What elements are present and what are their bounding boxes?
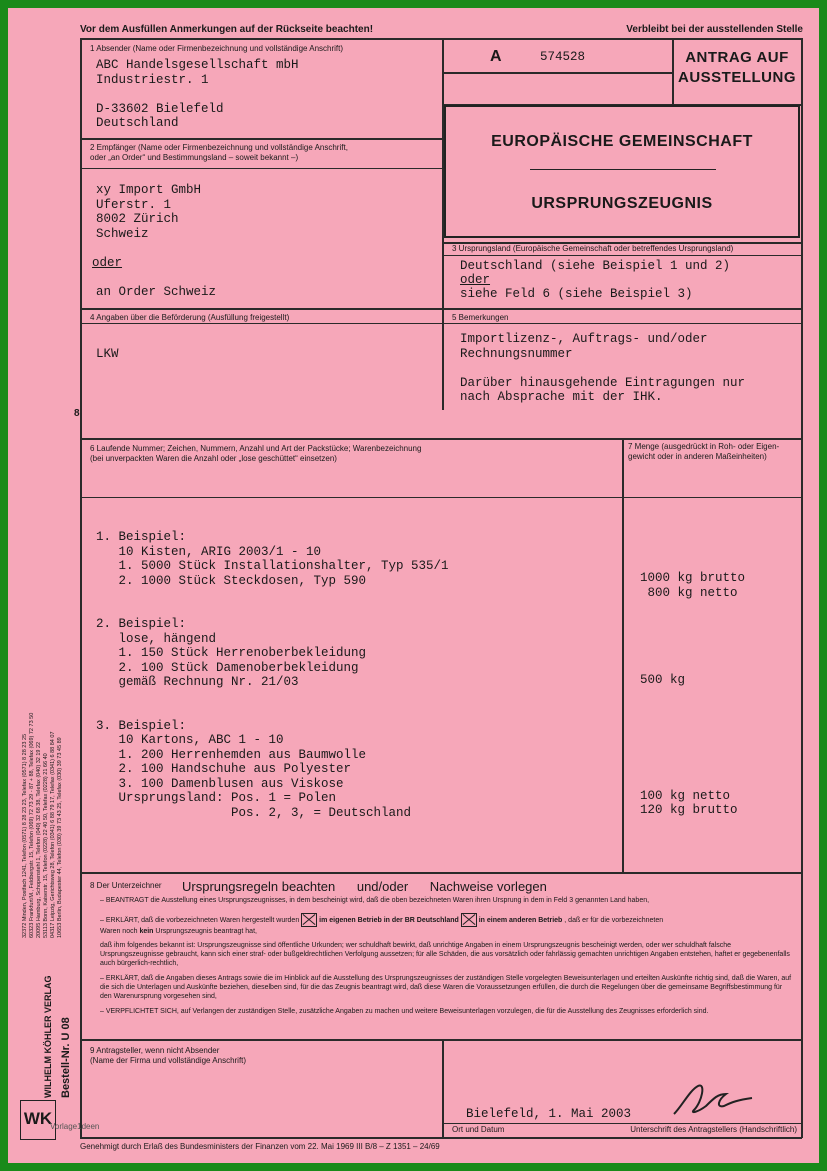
field6-label: 6 Laufende Nummer; Zeichen, Nummern, Anzahl und Art der Packstücke; Warenbezeichnung (bei unverpackten Waren die Anzahl oder „lose geschüttet“ einsetzen) [90,444,422,463]
field1-content[interactable]: ABC Handelsgesellschaft mbH Industriestr. 1 D-33602 Bielefeld Deutschland [96,58,299,130]
anderer-betrieb-checkbox[interactable] [461,913,477,927]
erklaert-line2 [100,927,794,936]
bekannt-text: daß ihm folgendes bekannt ist: Ursprungszeugnisse sind öffentliche Urkunden; wer schuldhaft bewirkt, daß unrichtige Angaben in einem Ursprungszeugnis bescheinigt werden, oder wer schuldhaft falsche Ursprungszeugnisse gebraucht, kann sich einer straf- oder bußgeldrechtlichen Verfolgung aussetzen; für alle Schäden, die aus vorsätzlich oder fahrlässig gemachten unrichtigen Angaben entstehen, haftet er gegebenenfalls auch bürgerlich-rechtlich, [100,942,790,967]
erklaert2-c: Ursprungszeugnis beantragt hat, [153,928,257,935]
field2-alt[interactable]: an Order Schweiz [96,285,217,299]
margin-mark: 8 [74,408,80,419]
addresses-vertical: 32372 Minden, Postfach 1241, Telefon (0571) 8 28 23 23, Telefax (0571) 8 28 23 25 60323 Frankfurt/M., Feldbergstr. 15, Telefon (069) 72 73 29 - 87 + 88, Telefax (069) 72 73 50 20095 Hamburg, Schopenstehl 1, Telefon (040) 32 68 38, Telefax (040) 32 19 22 53113 Bonn, Kaiserstr. 15, Telefon (0228) 22 40 50, Telefax (0228) 21 66 40 04317 Leipzig, Gerichtsweg 28, Telefon (0341) 6 88 79 17, Telefax (0341) 6 88 84 07 10653 Berlin, Budapester 44, Telefon (030) 39 73 43 25, Telefax (030) 39 73 45 89 [22,712,63,938]
field1-label: 1 Absender (Name oder Firmenbezeichnung und vollständige Anschrift) [90,44,344,53]
field5-label: 5 Bemerkungen [452,313,509,322]
field3-oder[interactable]: oder [460,273,491,287]
erklaert2-a: Waren noch [100,928,140,935]
watermark: Vorlage1deen [50,1122,100,1131]
antrag-title: ANTRAG AUF AUSSTELLUNG [678,49,796,86]
erklaert-angaben: – ERKLÄRT, daß die Angaben dieses Antrags sowie die im Hinblick auf die Ausstellung des Ursprungszeugnisses der zuständigen Stelle vorgelegten Beweisunterlagen und erteilten Auskünfte richtig sind, daß die Waren, auf die sich die Unterlagen und Auskünfte beziehen, dieselben sind, für die das Zeugnis beantragt wird, daß diese Waren die Voraussetzungen erfüllen, die durch die Regelungen über die gemeinsame Begriffsbestimmung für den Warenursprung vorgesehen sind, [100,975,792,1000]
field2-oder[interactable]: oder [92,256,123,270]
form-number: 574528 [540,50,586,64]
publisher-vertical [38,976,56,1099]
top-right-note: Verbleibt bei der ausstellenden Stelle [626,24,803,35]
erklaert1-a: – ERKLÄRT, daß die vorbezeichneten Waren hergestellt wurden [100,916,300,924]
form-letter: A [490,48,502,65]
signature-icon [668,1076,758,1124]
field5-content[interactable]: Importlizenz-, Auftrags- und/oder Rechnungsnummer Darüber hinausgehende Eintragungen nur nach Absprache mit der IHK. [460,332,746,404]
field8-text [100,896,794,1016]
handnote-b: und/oder [356,879,409,894]
field2-label: 2 Empfänger (Name oder Firmenbezeichnung und vollständige Anschrift, oder „an Order“ und Bestimmungsland – soweit bekannt –) [90,143,348,162]
ort-datum-label: Ort und Datum [452,1125,505,1134]
erklaert1-c: in einem anderen Betrieb [478,916,563,924]
erklaert2-b: kein [139,928,154,935]
eigener-betrieb-checkbox[interactable] [301,913,317,927]
signature-label: Unterschrift des Antragstellers (Handschriftlich) [630,1125,797,1134]
field8-handnote[interactable] [182,879,547,894]
order-number-vertical [56,1017,74,1098]
place-date[interactable]: Bielefeld, 1. Mai 2003 [466,1107,632,1121]
eg-subtitle: URSPRUNGSZEUGNIS [531,195,713,212]
publisher-name: WILHELM KÖHLER VERLAG [43,975,53,1098]
field2-content[interactable]: xy Import GmbH Uferstr. 1 8002 Zürich Schweiz [96,183,202,241]
beantragt-line: – BEANTRAGT die Ausstellung eines Ursprungszeugnisses, in dem bescheinigt wird, daß die oben bezeichneten Waren ihren Ursprung in dem in Feld 3 genannten Land haben, [100,897,650,904]
field4-label: 4 Angaben über die Beförderung (Ausfüllung freigestellt) [90,313,290,322]
order-number: Bestell-Nr. U 08 [60,1017,72,1098]
field3-line2[interactable]: siehe Feld 6 (siehe Beispiel 3) [460,287,693,301]
erklaert-line1 [100,913,794,927]
field3-label: 3 Ursprungsland (Europäische Gemeinschaft oder betreffendes Ursprungsland) [452,244,734,253]
field3-line1[interactable]: Deutschland (siehe Beispiel 1 und 2) [460,259,731,273]
wk-logo-icon [20,1100,56,1140]
field4-content[interactable]: LKW [96,347,119,361]
handnote-a: Ursprungsregeln beachten [182,879,336,894]
eg-title: EUROPÄISCHE GEMEINSCHAFT [491,133,753,150]
erklaert1-d: , daß er für die vorbezeichneten [564,916,664,924]
form-page [8,8,819,1163]
handnote-c: Nachweise vorlegen [429,879,547,894]
field9-label: 9 Antragsteller, wenn nicht Absender (Name der Firma und vollständige Anschrift) [90,1046,247,1065]
eg-title-box [444,105,800,238]
field7-content[interactable]: 1000 kg brutto 800 kg netto 500 kg 100 kg netto 120 kg brutto [640,571,746,817]
field6-content[interactable]: 1. Beispiel: 10 Kisten, ARIG 2003/1 - 10 1. 5000 Stück Installationshalter, Typ 535/1 2. 1000 Stück Steckdosen, Typ 590 2. Beispiel: lose, hängend 1. 150 Stück Herrenoberbekleidung 2. 100 Stück Damenoberbekleidung gemäß Rechnung Nr. 21/03 3. Beispiel: 10 Kartons, ABC 1 - 10 1. 200 Herrenhemden aus Baumwolle 2. 100 Handschuhe aus Polyester 3. 100 Damenblusen aus Viskose Ursprungsland: Pos. 1 = Polen Pos. 2, 3, = Deutschland [96,530,449,820]
wk-logo-letters: WK [23,1109,53,1128]
field8-label: 8 Der Unterzeichner [90,881,162,890]
verpflichtet-line: – VERPFLICHTET SICH, auf Verlangen der zuständigen Stelle, zusätzliche Angaben zu machen und weitere Beweisunterlagen vorzulegen, die für die Ausstellung des Zeugnisses erforderlich sind. [100,1008,709,1015]
footer-approval: Genehmigt durch Erlaß des Bundesministers der Finanzen vom 22. Mai 1969 III B/8 – Z 1351 – 24/69 [80,1142,440,1151]
top-note: Vor dem Ausfüllen Anmerkungen auf der Rückseite beachten! [80,24,374,35]
field7-label: 7 Menge (ausgedrückt in Roh- oder Eigen- gewicht oder in anderen Maßeinheiten) [628,442,780,461]
erklaert1-b: im eigenen Betrieb in der BR Deutschland [319,916,459,924]
